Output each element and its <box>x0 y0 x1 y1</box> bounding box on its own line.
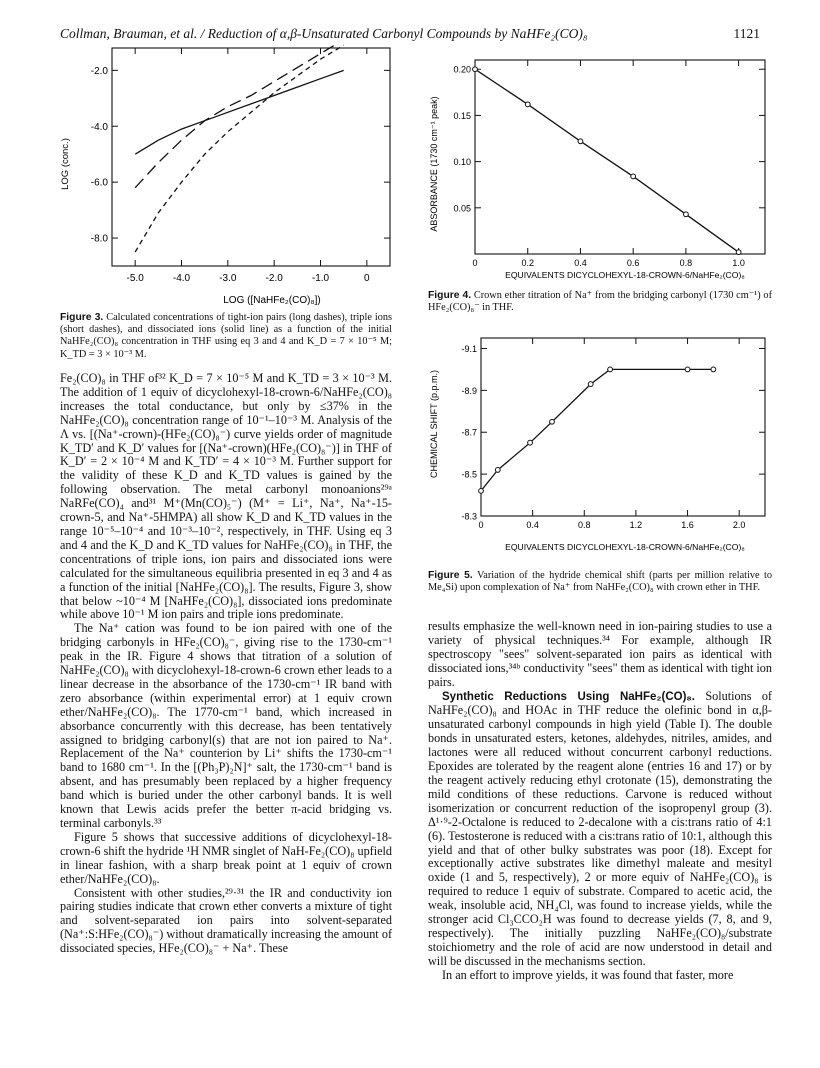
figure5-xtick-label: 1.2 <box>629 520 643 530</box>
figure5-data-point <box>528 440 533 445</box>
figure4-ytick-label: 0.05 <box>453 203 471 214</box>
figure3-chart <box>60 44 395 316</box>
page-number: 1121 <box>733 26 760 41</box>
figure4-data-point <box>473 67 478 72</box>
figure4-xtick-label: 0.6 <box>626 258 640 268</box>
figure4-caption-text: Crown ether titration of Na⁺ from the bridging carbonyl (1730 cm⁻¹) of HFe₂(CO)₈⁻ in THF. <box>428 290 773 314</box>
figure5-xtick-label: 2.0 <box>732 520 746 530</box>
figure3-ytick-label: -8.0 <box>90 233 108 245</box>
figure3-frame <box>112 48 390 266</box>
figure5-data-point <box>711 367 716 372</box>
figure5-data-point <box>550 419 555 424</box>
figure3-xtick-label: -3.0 <box>219 273 237 284</box>
figure4-xtick-label: 0.8 <box>679 258 693 268</box>
figure5-ytick-label: -8.5 <box>461 469 477 480</box>
figure5-frame <box>481 338 765 516</box>
figure5-caption <box>428 570 772 594</box>
figure3-ytick-label: -6.0 <box>90 177 108 189</box>
figure3-caption <box>60 312 392 361</box>
figure5-xtick-label: 1.6 <box>681 520 694 530</box>
figure4-xlabel: EQUIVALENTS DICYCLOHEXYL-18-CROWN-6/NaHFe₂(CO)₈ <box>505 270 745 280</box>
figure4-data-point <box>736 250 741 255</box>
figure5-data-point <box>608 367 613 372</box>
figure4-ytick-label: 0.20 <box>453 64 471 75</box>
figure5-ytick-label: -8.3 <box>461 511 477 522</box>
figure5-caption-text: Variation of the hydride chemical shift (parts per million relative to Me₄Si) upon complexation of Na⁺ from NaHFe₂(CO)₈ with crown ether in THF. <box>428 570 772 594</box>
left-column <box>60 372 392 956</box>
figure5-xtick-label: 0.8 <box>578 520 591 530</box>
figure3-xtick-label: -4.0 <box>172 273 191 284</box>
figure5-data-point <box>685 367 690 372</box>
figure5-ytick-label: -9.1 <box>461 343 477 354</box>
section-heading: Synthetic Reductions Using NaHFe₂(CO)₈. <box>442 690 695 703</box>
figure3-xlabel: LOG ([NaHFe₂(CO)₈]) <box>223 295 321 306</box>
right-column <box>428 620 772 983</box>
figure4-ytick-label: 0.15 <box>453 110 471 121</box>
figure5-ytick-label: -8.7 <box>461 427 477 438</box>
figure3-xtick-label: -5.0 <box>126 273 144 284</box>
right-paragraph-2-text: Solutions of NaHFe₂(CO)₈ and HOAc in THF reduce the olefinic bond in α,β-unsaturated carbonyl compounds in high yield (Table I). The double bonds in unsaturated esters, ketones, aldehydes, nitriles, amides, and lactones were all reduced without concurrent carbonyl reductions. Epoxides are tolerated by the reagent alone (entries 16 and 17) or by the reagent actively reducing ethyl crotonate (15), demonstrating the mild conditions of these reductions. Carvone is reduced without isomerization or concurrent reduction of the isopropenyl group (3). Δ¹·⁹-2-Octalone is reduced to 2-decalone with a cis:trans ratio of 4:1 (6). Testosterone is reduced with a cis:trans ratio of 10:1, although this yield and that of other bulky substrates was poor (18). Except for exceptionally active substrates like dimethyl maleate and mesityl oxide (1 and 5, respectively), 2 or more equiv of NaHFe₂(CO)₈ is required to reduce 1 equiv of substrate. Compared to acetic acid, the weak, insoluble acid, NH₄Cl, was found to increase yields, while the stronger acid Cl₃CCO₂H was found to decrease yields (7, 8, and 9, respectively). The initially puzzling NaHFe₂(CO)₈/substrate stoichiometry and the role of acid are now understood in detail and will be discussed in the mechanisms section. <box>428 688 772 968</box>
figure4-caption-label: Figure 4. <box>428 290 472 301</box>
figure5-data-point <box>588 382 593 387</box>
figure4-data-point <box>684 212 689 217</box>
figure5-data-point <box>479 488 484 493</box>
figure3-xtick-label: 0 <box>364 273 370 284</box>
figure3-series-long-dash-line <box>135 44 344 188</box>
left-paragraph-3: Figure 5 shows that successive additions of dicyclohexyl-18-crown-6 shift the hydride ¹H NMR singlet of NaH-Fe₂(CO)₈ upfield in linear fashion, with a sharp break point at 1 equiv of crown ether/NaHFe₂(CO)₈. <box>60 829 393 886</box>
figure5-series-solid-with-open-circles-line <box>481 369 713 491</box>
left-paragraph-4: Consistent with other studies,²⁹·³¹ the IR and conductivity ion pairing studies indicate that crown ether converts a mixture of tight and solvent-separated ion pairs into solvent-separated (Na⁺:S:HFe₂(CO)₈⁻) without dramatically increasing the amount of dissociated species, HFe₂(CO)₈⁻ + Na⁺. These <box>60 885 392 956</box>
figure4-series-solid-with-open-circles-line <box>475 69 739 252</box>
figure3-ytick-label: -4.0 <box>90 121 108 133</box>
figure4-xtick-label: 0.4 <box>574 258 587 268</box>
figure4-chart <box>425 56 770 288</box>
figure5-xtick-label: 0 <box>478 520 484 530</box>
figure5-xtick-label: 0.4 <box>526 520 539 530</box>
figure4-xtick-label: 0 <box>472 258 478 268</box>
figure5-ytick-label: -8.9 <box>461 385 477 396</box>
figure3-series-short-dash-line <box>135 45 344 252</box>
figure3-series-solid-line <box>135 70 344 154</box>
right-paragraph-1: results emphasize the well-known need in ion-pairing studies to use a variety of physical techniques.³⁴ For example, although IR spectroscopy "sees" solvent-separated ion pairs as identical with dissociated ions,³⁴ᵇ conductivity "sees" them as identical with tight ion pairs. <box>428 619 772 689</box>
figure5-caption-label: Figure 5. <box>428 570 473 581</box>
right-paragraph-3: In an effort to improve yields, it was found that faster, more <box>442 967 734 982</box>
figure4-frame <box>475 60 765 254</box>
left-paragraph-2: The Na⁺ cation was found to be ion paired with one of the bridging carbonyls in HFe₂(CO)₈⁻, giving rise to the 1730-cm⁻¹ peak in the IR. Figure 4 shows that titration of a solution of NaHFe₂(CO)₈ with dicyclohexyl-18-crown-6 crown ether leads to a linear decrease in the absorbance of the 1730-cm⁻¹ IR band with zero absorbance (within experimental error) at 1 equiv crown ether/NaHFe₂(CO)₈. The 1770-cm⁻¹ band, which increased in absorbance concurrently with this decrease, has been tentatively assigned to bridging carbonyl(s) that are not ion paired to Na⁺. Replacement of the Na⁺ counterion by Li⁺ shifts the 1730-cm⁻¹ band to 1680 cm⁻¹. In the [(Ph₃P)₂N]⁺ salt, the 1730-cm⁻¹ band is absent, and has presumably been replaced by a higher frequency band which is buried under the other carbonyl bands. It is well known that Lewis acids prefer the better π-acid bridging vs. terminal carbonyls.³³ <box>60 621 392 830</box>
figure4-data-point <box>578 139 583 144</box>
running-title: Collman, Brauman, et al. / Reduction of α,β-Unsaturated Carbonyl Compounds by NaHFe₂(CO)₈ <box>60 26 588 41</box>
figure5-chart <box>425 334 770 562</box>
figure3-ylabel: LOG (conc.) <box>60 138 71 190</box>
figure5-ylabel: CHEMICAL SHIFT (p.p.m.) <box>429 369 439 479</box>
figure4-xtick-label: 0.2 <box>521 258 534 268</box>
figure5-data-point <box>495 468 500 473</box>
figure4-caption <box>428 290 772 314</box>
figure3-ytick-label: -2.0 <box>90 65 108 77</box>
figure3-xtick-label: -1.0 <box>311 273 330 284</box>
figure4-data-point <box>525 102 530 107</box>
figure4-ytick-label: 0.10 <box>453 157 471 168</box>
figure3-caption-text: Calculated concentrations of tight-ion pairs (long dashes), triple ions (short dashes), and dissociated ions (solid line) as a function of the initial NaHFe₂(CO)₈ concentration in THF using eq 3 and 4 and K_D = 7 × 10⁻⁵ M; K_TD = 3 × 10⁻³ M. <box>60 312 392 360</box>
figure3-caption-label: Figure 3. <box>60 312 104 323</box>
figure4-ylabel: ABSORBANCE (1730 cm⁻¹ peak) <box>429 96 439 232</box>
right-paragraph-2 <box>428 690 772 969</box>
figure5-xlabel: EQUIVALENTS DICYCLOHEXYL-18-CROWN-6/NaHFe₂(CO)₈ <box>505 542 745 552</box>
figure4-xtick-label: 1.0 <box>732 258 745 268</box>
figure4-data-point <box>631 174 636 179</box>
figure3-xtick-label: -2.0 <box>265 273 283 284</box>
left-paragraph-1: Fe₂(CO)₈ in THF of³² K_D = 7 × 10⁻⁵ M and K_TD = 3 × 10⁻³ M. The addition of 1 equiv of dicyclohexyl-18-crown-6/NaHFe₂(CO)₈ increases the total conductance, but only by ≤37% in the NaHFe₂(CO)₈ concentration range of 10⁻¹–10⁻³ M. Analysis of the Λ vs. [(Na⁺-crown)-(HFe₂(CO)₈⁻) curve yields order of magnitude K_TD′ and K_D′ values for [(Na⁺-crown)(HFe₂(CO)₈⁻)] in THF of K_D′ = 2 × 10⁻⁴ M and K_TD′ = 4 × 10⁻³ M. Further support for the validity of these K_D and K_TD values is gained by the following observation. The metal carbonyl monoanions²⁹ᵃ NaRFe(CO)₄ and³¹ M⁺(Mn(CO)₅⁻) (M⁺ = Li⁺, Na⁺, Na⁺-15-crown-5, and Na⁺-5HMPA) all show K_D and K_TD values in the range 10⁻⁵–10⁻⁴ and 10⁻³–10⁻², respectively, in THF. Using eq 3 and 4 and the K_D and K_TD values for NaHFe₂(CO)₈ in THF, the concentrations of triple ions, ion pairs and dissociated ions were calculated for the simultaneous equilibria presented in eq 3 and 4 as a function of the initial [NaHFe₂(CO)₈]. The results, Figure 3, show that below ~10⁻⁴ M [NaHFe₂(CO)₈], dissociated ions predominate while above 10⁻¹ M ion pairs and triple ions predominate. <box>60 371 392 622</box>
